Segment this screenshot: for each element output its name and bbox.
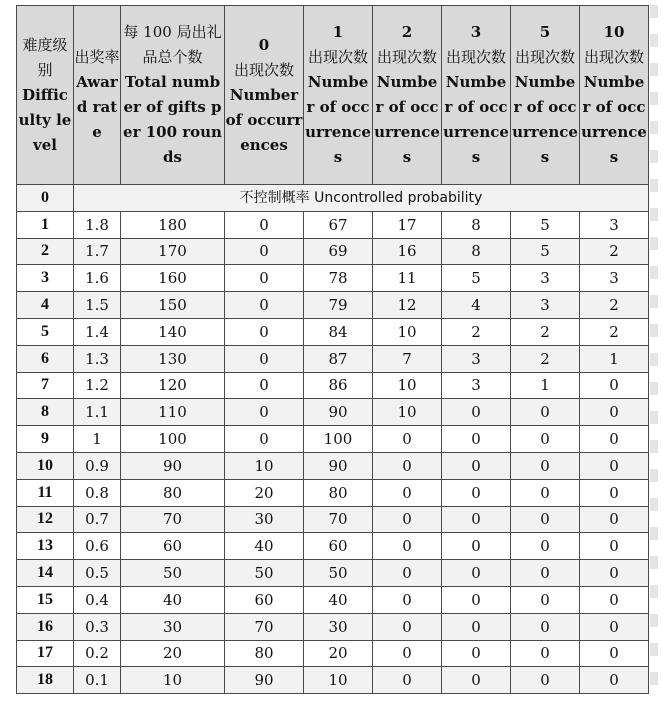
cell-occ-1: 69 (304, 238, 373, 265)
cell-occ-0: 0 (225, 265, 304, 292)
cell-total-gifts: 60 (121, 533, 225, 560)
cell-occ-1: 100 (304, 426, 373, 453)
cell-award-rate: 0.4 (74, 586, 121, 613)
header-total-zh: 每 100 局出礼品总个数 (123, 23, 222, 66)
cell-occ-2: 0 (373, 613, 442, 640)
header-occ-3-num: 3 (470, 23, 482, 41)
cell-occ-5: 0 (511, 586, 580, 613)
header-occ-2 (373, 6, 442, 185)
cell-occ-3: 0 (442, 399, 511, 426)
cell-occ-10: 3 (580, 211, 649, 238)
cell-occ-0: 0 (225, 238, 304, 265)
header-award-zh: 出奖率 (74, 48, 120, 66)
cell-level: 9 (17, 426, 74, 453)
cell-occ-5: 3 (511, 292, 580, 319)
cell-occ-1: 79 (304, 292, 373, 319)
cell-occ-0: 0 (225, 399, 304, 426)
table-row (17, 345, 649, 372)
table-row (17, 265, 649, 292)
cell-award-rate: 1.8 (74, 211, 121, 238)
cell-occ-5: 0 (511, 640, 580, 667)
cell-occ-10: 1 (580, 345, 649, 372)
cell-level: 11 (17, 479, 74, 506)
cell-occ-5: 0 (511, 667, 580, 694)
cell-award-rate: 1.3 (74, 345, 121, 372)
header-difficulty-level (17, 6, 74, 185)
cell-total-gifts: 170 (121, 238, 225, 265)
cell-occ-5: 0 (511, 399, 580, 426)
cell-award-rate: 0.5 (74, 560, 121, 587)
header-occ-5-zh: 出现次数 (514, 48, 575, 66)
cell-occ-0: 80 (225, 640, 304, 667)
header-level-zh: 难度级别 (22, 35, 68, 79)
cell-occ-0: 70 (225, 613, 304, 640)
cell-award-rate: 0.9 (74, 452, 121, 479)
cell-occ-10: 2 (580, 318, 649, 345)
cell-award-rate: 1 (74, 426, 121, 453)
cell-occ-1: 50 (304, 560, 373, 587)
table-body (17, 185, 649, 694)
cell-occ-10: 2 (580, 292, 649, 319)
cell-occ-3: 0 (442, 586, 511, 613)
cell-occ-2: 10 (373, 318, 442, 345)
cell-award-rate: 0.2 (74, 640, 121, 667)
table-row (17, 479, 649, 506)
cell-occ-0: 0 (225, 318, 304, 345)
header-occ-1 (304, 6, 373, 185)
cell-occ-5: 0 (511, 506, 580, 533)
cell-occ-0: 30 (225, 506, 304, 533)
cell-occ-3: 2 (442, 318, 511, 345)
cell-occ-2: 0 (373, 667, 442, 694)
cell-occ-0: 0 (225, 292, 304, 319)
cell-occ-2: 0 (373, 533, 442, 560)
cell-occ-3: 0 (442, 613, 511, 640)
cell-occ-10: 0 (580, 479, 649, 506)
cell-occ-10: 2 (580, 238, 649, 265)
cell-total-gifts: 80 (121, 479, 225, 506)
header-occ-2-zh: 出现次数 (376, 48, 437, 66)
header-occ-10-en: Number of occurrences (581, 73, 647, 166)
header-occ-10-zh: 出现次数 (583, 48, 644, 66)
cell-level: 3 (17, 265, 74, 292)
header-occ-2-num: 2 (401, 23, 413, 41)
cell-occ-3: 0 (442, 506, 511, 533)
cell-level: 2 (17, 238, 74, 265)
cell-occ-2: 0 (373, 586, 442, 613)
page-edge-decoration (648, 0, 660, 702)
cell-total-gifts: 10 (121, 667, 225, 694)
cell-occ-1: 78 (304, 265, 373, 292)
cell-occ-3: 3 (442, 345, 511, 372)
cell-occ-0: 10 (225, 452, 304, 479)
table-header-row (17, 6, 649, 185)
header-occ-1-num: 1 (332, 23, 344, 41)
header-occ-0 (225, 6, 304, 185)
table-row (17, 399, 649, 426)
cell-award-rate: 0.3 (74, 613, 121, 640)
cell-total-gifts: 150 (121, 292, 225, 319)
cell-level: 5 (17, 318, 74, 345)
cell-award-rate: 1.1 (74, 399, 121, 426)
cell-occ-3: 0 (442, 452, 511, 479)
cell-total-gifts: 110 (121, 399, 225, 426)
cell-level: 1 (17, 211, 74, 238)
cell-occ-5: 3 (511, 265, 580, 292)
cell-level: 4 (17, 292, 74, 319)
cell-occ-2: 7 (373, 345, 442, 372)
cell-occ-5: 0 (511, 533, 580, 560)
cell-occ-0: 50 (225, 560, 304, 587)
header-occ-5-num: 5 (539, 23, 551, 41)
cell-occ-1: 86 (304, 372, 373, 399)
table-row (17, 211, 649, 238)
cell-award-rate: 1.7 (74, 238, 121, 265)
cell-occ-2: 0 (373, 452, 442, 479)
table-row (17, 506, 649, 533)
header-occ-10 (580, 6, 649, 185)
cell-occ-10: 0 (580, 426, 649, 453)
cell-occ-10: 0 (580, 586, 649, 613)
header-level-en: Difficulty level (18, 85, 72, 154)
table-row (17, 613, 649, 640)
cell-occ-2: 17 (373, 211, 442, 238)
cell-occ-0: 40 (225, 533, 304, 560)
table-row (17, 560, 649, 587)
cell-occ-2: 10 (373, 372, 442, 399)
header-occ-3-en: Number of occurrences (443, 73, 509, 166)
cell-occ-3: 0 (442, 640, 511, 667)
cell-award-rate: 0.6 (74, 533, 121, 560)
table-row-level-0 (17, 185, 649, 212)
cell-occ-3: 5 (442, 265, 511, 292)
cell-occ-5: 2 (511, 345, 580, 372)
table-row (17, 372, 649, 399)
cell-total-gifts: 140 (121, 318, 225, 345)
cell-occ-5: 1 (511, 372, 580, 399)
cell-level: 18 (17, 667, 74, 694)
cell-occ-0: 90 (225, 667, 304, 694)
cell-occ-5: 5 (511, 238, 580, 265)
cell-occ-3: 8 (442, 211, 511, 238)
cell-total-gifts: 160 (121, 265, 225, 292)
cell-occ-5: 0 (511, 560, 580, 587)
table-row (17, 426, 649, 453)
cell-level: 0 (17, 185, 74, 212)
cell-occ-1: 70 (304, 506, 373, 533)
cell-total-gifts: 70 (121, 506, 225, 533)
cell-occ-10: 0 (580, 533, 649, 560)
table-row (17, 640, 649, 667)
cell-occ-1: 90 (304, 452, 373, 479)
cell-occ-2: 0 (373, 640, 442, 667)
header-occ-1-en: Number of occurrences (305, 73, 371, 166)
table-row (17, 533, 649, 560)
cell-occ-5: 5 (511, 211, 580, 238)
cell-occ-2: 0 (373, 426, 442, 453)
uncontrolled-note: 不控制概率 Uncontrolled probability (74, 185, 649, 212)
cell-occ-3: 0 (442, 560, 511, 587)
table-row (17, 667, 649, 694)
cell-occ-2: 0 (373, 506, 442, 533)
cell-level: 13 (17, 533, 74, 560)
cell-occ-0: 60 (225, 586, 304, 613)
cell-award-rate: 0.8 (74, 479, 121, 506)
cell-total-gifts: 50 (121, 560, 225, 587)
cell-level: 6 (17, 345, 74, 372)
cell-level: 16 (17, 613, 74, 640)
cell-total-gifts: 30 (121, 613, 225, 640)
cell-occ-10: 3 (580, 265, 649, 292)
cell-occ-2: 0 (373, 479, 442, 506)
table-row (17, 292, 649, 319)
cell-total-gifts: 100 (121, 426, 225, 453)
cell-occ-5: 0 (511, 452, 580, 479)
cell-occ-10: 0 (580, 613, 649, 640)
cell-total-gifts: 120 (121, 372, 225, 399)
header-occ-0-zh: 出现次数 (233, 60, 294, 79)
cell-occ-3: 0 (442, 667, 511, 694)
cell-occ-2: 0 (373, 560, 442, 587)
cell-occ-1: 84 (304, 318, 373, 345)
cell-level: 15 (17, 586, 74, 613)
header-occ-10-num: 10 (603, 23, 625, 41)
cell-occ-0: 20 (225, 479, 304, 506)
cell-occ-1: 20 (304, 640, 373, 667)
cell-occ-1: 30 (304, 613, 373, 640)
header-occ-0-num: 0 (258, 35, 270, 54)
cell-total-gifts: 20 (121, 640, 225, 667)
cell-occ-1: 87 (304, 345, 373, 372)
cell-total-gifts: 130 (121, 345, 225, 372)
cell-occ-10: 0 (580, 452, 649, 479)
cell-total-gifts: 40 (121, 586, 225, 613)
header-total-gifts (121, 6, 225, 185)
cell-award-rate: 0.7 (74, 506, 121, 533)
cell-occ-1: 40 (304, 586, 373, 613)
cell-award-rate: 0.1 (74, 667, 121, 694)
table-row (17, 318, 649, 345)
cell-occ-3: 3 (442, 372, 511, 399)
cell-occ-0: 0 (225, 345, 304, 372)
header-occ-5 (511, 6, 580, 185)
cell-award-rate: 1.5 (74, 292, 121, 319)
cell-occ-2: 11 (373, 265, 442, 292)
cell-occ-10: 0 (580, 640, 649, 667)
cell-occ-5: 0 (511, 613, 580, 640)
cell-level: 10 (17, 452, 74, 479)
cell-level: 8 (17, 399, 74, 426)
cell-occ-2: 12 (373, 292, 442, 319)
cell-occ-1: 80 (304, 479, 373, 506)
cell-level: 12 (17, 506, 74, 533)
cell-occ-10: 0 (580, 399, 649, 426)
cell-occ-5: 0 (511, 426, 580, 453)
cell-award-rate: 1.2 (74, 372, 121, 399)
cell-occ-2: 16 (373, 238, 442, 265)
header-award-rate (74, 6, 121, 185)
cell-occ-3: 8 (442, 238, 511, 265)
cell-occ-5: 0 (511, 479, 580, 506)
cell-award-rate: 1.4 (74, 318, 121, 345)
cell-occ-1: 60 (304, 533, 373, 560)
cell-occ-0: 0 (225, 211, 304, 238)
header-occ-1-zh: 出现次数 (307, 48, 368, 66)
cell-occ-3: 4 (442, 292, 511, 319)
cell-total-gifts: 180 (121, 211, 225, 238)
cell-total-gifts: 90 (121, 452, 225, 479)
header-award-en: Award rate (76, 73, 118, 141)
cell-occ-5: 2 (511, 318, 580, 345)
cell-occ-0: 0 (225, 426, 304, 453)
cell-occ-10: 0 (580, 560, 649, 587)
table-row (17, 238, 649, 265)
header-occ-0-en: Number of occurrences (225, 85, 303, 154)
table-row (17, 452, 649, 479)
cell-award-rate: 1.6 (74, 265, 121, 292)
table-row (17, 586, 649, 613)
header-total-en: Total number of gifts per 100 rounds (123, 73, 222, 166)
difficulty-table (16, 5, 649, 694)
cell-occ-2: 10 (373, 399, 442, 426)
cell-occ-10: 0 (580, 667, 649, 694)
cell-occ-10: 0 (580, 506, 649, 533)
cell-occ-3: 0 (442, 426, 511, 453)
cell-occ-1: 10 (304, 667, 373, 694)
cell-level: 7 (17, 372, 74, 399)
cell-level: 14 (17, 560, 74, 587)
cell-level: 17 (17, 640, 74, 667)
header-occ-3 (442, 6, 511, 185)
cell-occ-1: 67 (304, 211, 373, 238)
header-occ-3-zh: 出现次数 (445, 48, 506, 66)
cell-occ-0: 0 (225, 372, 304, 399)
cell-occ-1: 90 (304, 399, 373, 426)
cell-occ-3: 0 (442, 479, 511, 506)
header-occ-2-en: Number of occurrences (374, 73, 440, 166)
cell-occ-10: 0 (580, 372, 649, 399)
header-occ-5-en: Number of occurrences (512, 73, 578, 166)
cell-occ-3: 0 (442, 533, 511, 560)
